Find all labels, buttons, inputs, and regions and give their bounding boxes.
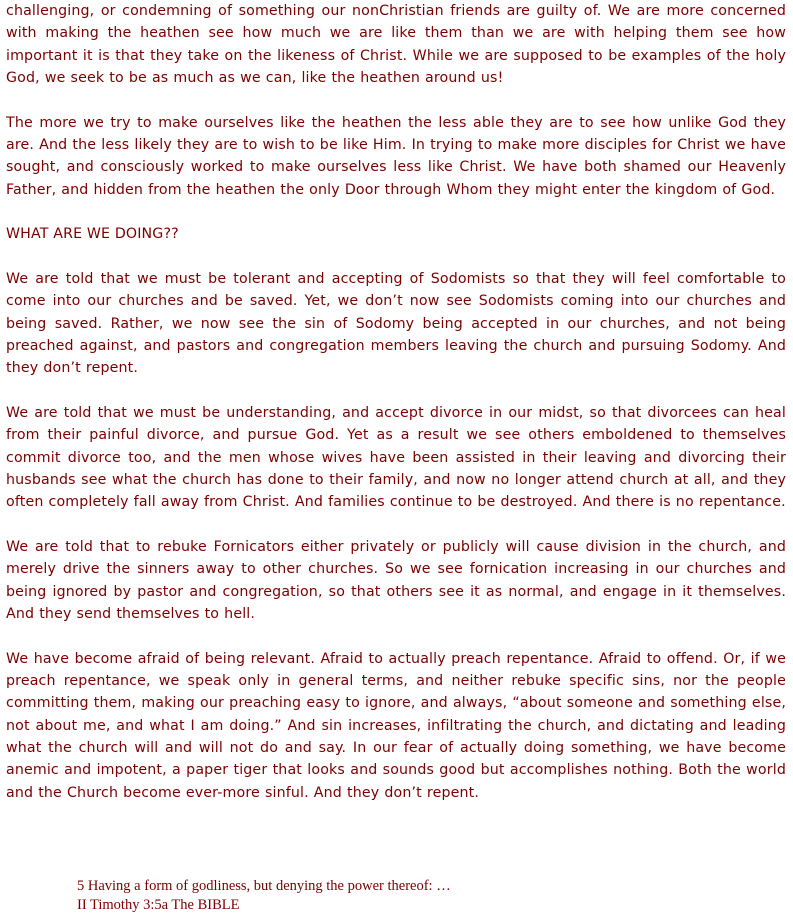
paragraph-relevant: We have become afraid of being relevant. Afraid to actually preach repentance. Afraid to offend. Or, if we preach repentance, we speak only in general terms, and neither rebuke specific sins, nor the people committing them, making our preaching easy to ignore, and always, “about someone and something else, not about me, and what I am doing.” And sin increases, infiltrating the church, and dictating and leading what the church will and will not do and say. In our fear of actually doing something, we have become anemic and impotent, a paper tiger that looks and sounds good but accomplishes nothing. Both the world and the Church become ever-more sinful. And they don’t repent. [6,650,786,801]
document-body [6,0,786,826]
paragraph-fornicators: We are told that to rebuke Fornicators either privately or publicly will cause division in the church, and merely drive the sinners away to other churches. So we see fornication increasing in our churches and being ignored by pastor and congregation, so that others see it as normal, and engage in it themselves. And they send themselves to hell. [6,539,786,623]
scripture-reference: II Timothy 3:5a The BIBLE [77,897,240,913]
paragraph-sodomists: We are told that we must be tolerant and accepting of Sodomists so that they will feel comfortable to come into our churches and be saved. Yet, we don’t now see Sodomists coming into our churches and being saved. Rather, we now see the sin of Sodomy being accepted in our churches, and not being preached against, and pastors and congregation members leaving the church and pursuing Sodomy. And they don’t repent. [6,271,786,377]
paragraph-intro-2: The more we try to make ourselves like the heathen the less able they are to see how unlike God they are. And the less likely they are to wish to be like Him. In trying to make more disciples for Christ we have sought, and consciously worked to make ourselves less like Christ. We have both shamed our Heavenly Father, and hidden from the heathen the only Door through Whom they might enter the kingdom of God. [6,114,786,198]
scripture-verse: 5 Having a form of godliness, but denying the power thereof: … [77,878,451,894]
paragraph-intro-1: challenging, or condemning of something our nonChristian friends are guilty of. We are more concerned with making the heathen see how much we are like them than we are with helping them see how important it is that they take on the likeness of Christ. While we are supposed to be examples of the holy God, we seek to be as much as we can, like the heathen around us! [6,3,786,86]
paragraph-divorce: We are told that we must be understanding, and accept divorce in our midst, so that divorcees can heal from their painful divorce, and pursue God. Yet as a result we see others emboldened to themselves commit divorce too, and the men whose wives have been assisted in their leaving and divorcing their husbands see what the church has done to their family, and now no longer attend church at all, and they often completely fall away from Christ. And families continue to be destroyed. And there is no repentance. [6,405,786,511]
scripture-quote [77,877,451,915]
section-heading: WHAT ARE WE DOING?? [6,226,179,243]
